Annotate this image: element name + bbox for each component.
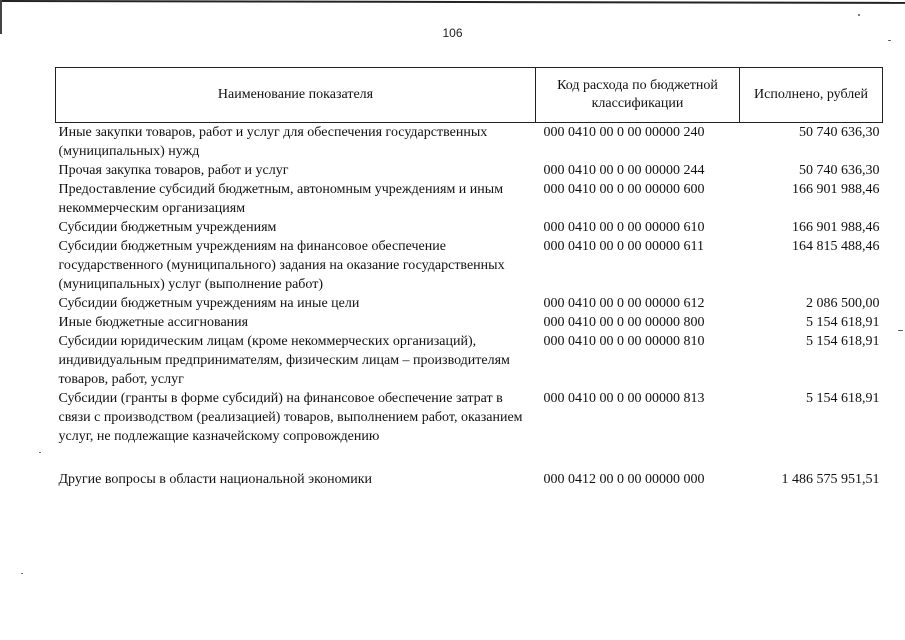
scan-speck [39, 452, 41, 453]
row-indicator-name: Иные закупки товаров, работ и услуг для обеспечения государственных (муниципальных) нужд [58, 125, 488, 159]
header-indicator-name: Наименование показателя [56, 68, 536, 123]
row-executed-amount: 2 086 500,00 [806, 296, 880, 311]
table-row [56, 161, 883, 180]
row-indicator-name: Предоставление субсидий бюджетным, автономным учреждениям и иным некоммерческим организациям [58, 182, 504, 216]
row-executed-amount: 164 815 488,46 [792, 239, 880, 254]
row-budget-code: 000 0410 00 0 00 00000 800 [543, 315, 705, 330]
row-executed-amount: 1 486 575 951,51 [781, 472, 880, 487]
row-indicator-name: Субсидии бюджетным учреждениям [58, 220, 277, 235]
table-row [56, 237, 883, 294]
scan-speck [888, 40, 891, 41]
table-row [56, 294, 883, 313]
row-executed-amount: 5 154 618,91 [806, 315, 880, 330]
header-budget-code: Код расхода по бюджетной классификации [536, 68, 740, 123]
table-row [56, 470, 883, 489]
row-budget-code: 000 0410 00 0 00 00000 240 [543, 125, 705, 140]
row-executed-amount: 50 740 636,30 [799, 125, 880, 140]
row-budget-code: 000 0410 00 0 00 00000 610 [543, 220, 705, 235]
table-row [56, 313, 883, 332]
row-budget-code: 000 0410 00 0 00 00000 612 [543, 296, 705, 311]
row-indicator-name: Иные бюджетные ассигнования [58, 315, 249, 330]
table-header-row [56, 68, 883, 123]
row-executed-amount: 166 901 988,46 [792, 182, 880, 197]
table-row [56, 332, 883, 389]
row-indicator-name: Субсидии бюджетным учреждениям на финансовое обеспечение государственного (муниципального) задания на оказание государственных (муниципальных) услуг (выполнение работ) [58, 239, 505, 292]
row-executed-amount: 166 901 988,46 [792, 220, 880, 235]
table-row [56, 180, 883, 218]
row-indicator-name: Другие вопросы в области национальной экономики [58, 472, 373, 487]
row-indicator-name: Субсидии юридическим лицам (кроме некоммерческих организаций), индивидуальным предпринимателям, физическим лицам – производителям товаров, работ, услуг [58, 334, 510, 387]
scan-speck [858, 14, 860, 16]
row-executed-amount: 5 154 618,91 [806, 391, 880, 406]
header-executed-amount: Исполнено, рублей [740, 68, 883, 123]
row-budget-code: 000 0410 00 0 00 00000 244 [543, 163, 705, 178]
row-executed-amount: 50 740 636,30 [799, 163, 880, 178]
table-row [56, 218, 883, 237]
page-number: 106 [442, 26, 463, 40]
row-indicator-name: Субсидии (гранты в форме субсидий) на финансовое обеспечение затрат в связи с производством (реализацией) товаров, выполнением работ, оказанием услуг, не подлежащие казначейскому сопровождению [58, 391, 523, 444]
row-budget-code: 000 0412 00 0 00 00000 000 [543, 472, 705, 487]
row-budget-code: 000 0410 00 0 00 00000 600 [543, 182, 705, 197]
row-budget-code: 000 0410 00 0 00 00000 810 [543, 334, 705, 349]
budget-execution-table [55, 67, 883, 489]
row-indicator-name: Субсидии бюджетным учреждениям на иные цели [58, 296, 360, 311]
table-row [56, 389, 883, 446]
scan-speck [21, 573, 23, 574]
row-indicator-name: Прочая закупка товаров, работ и услуг [58, 163, 289, 178]
scan-top-border [0, 0, 905, 4]
row-budget-code: 000 0410 00 0 00 00000 813 [543, 391, 705, 406]
scan-speck [898, 330, 903, 331]
table-row [56, 123, 883, 162]
row-budget-code: 000 0410 00 0 00 00000 611 [543, 239, 704, 254]
table-spacer-row [56, 446, 883, 470]
row-executed-amount: 5 154 618,91 [806, 334, 880, 349]
